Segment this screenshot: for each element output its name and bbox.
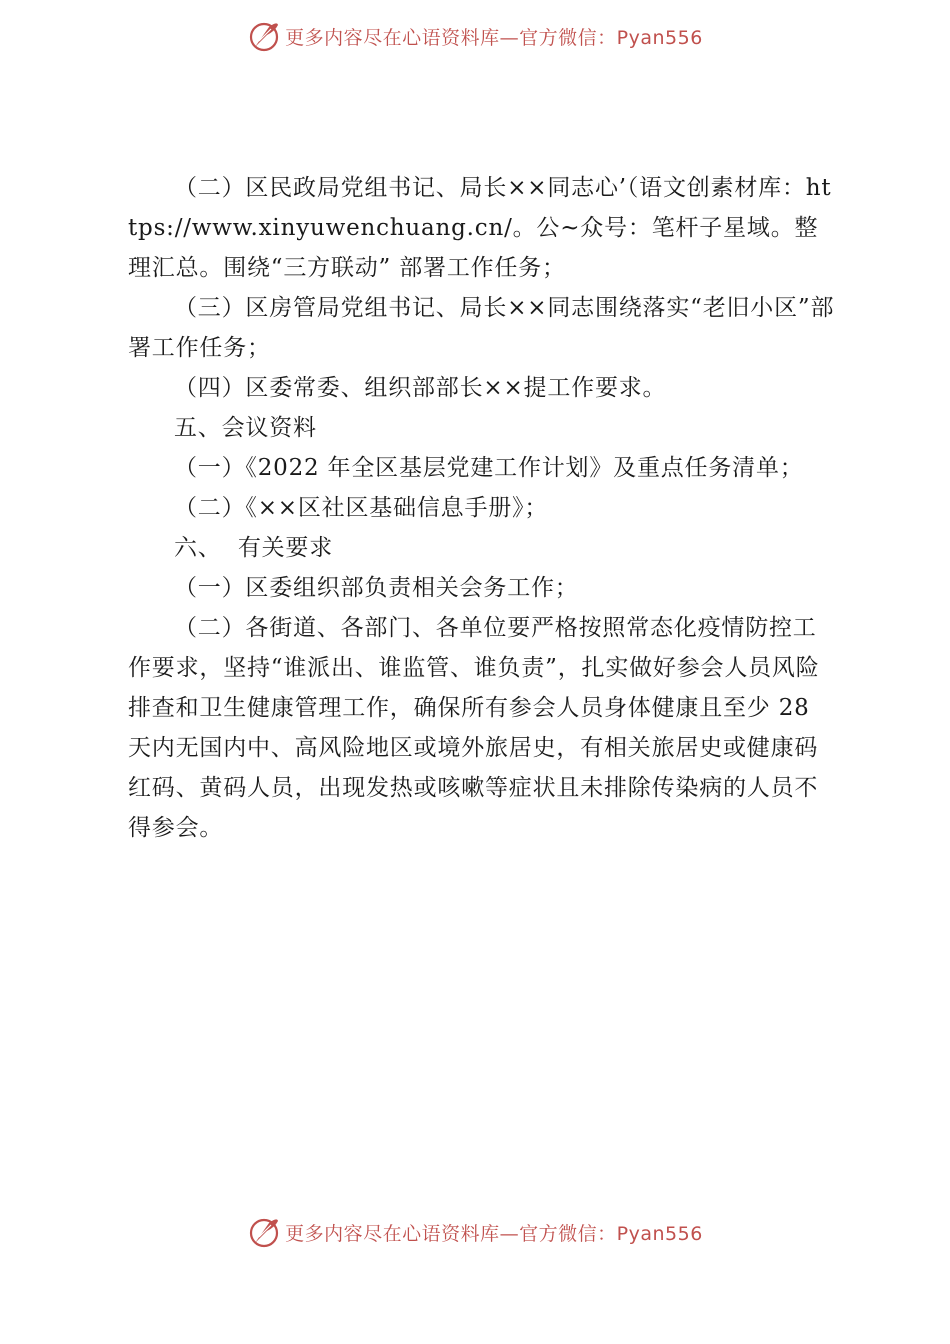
header-watermark-text: 更多内容尽在心语资料库—官方微信：Pyan556 <box>285 26 703 49</box>
paragraph: （二）各街道、各部门、各单位要严格按照常态化疫情防控工作要求，坚持“谁派出、谁监管、谁负责”，扎实做好参会人员风险排查和卫生健康管理工作，确保所有参会人员身体健康且至少 28 天内无国内中、高风险地区或境外旅居史，有相关旅居史或健康码红码、黄码人员，出现发热或咳嗽等症状且未排除传染病的人员不得参会。 <box>128 615 820 841</box>
paragraph: （三）区房管局党组书记、局长××同志围绕落实“老旧小区”部署工作任务； <box>128 295 835 361</box>
header-wechat-id: Pyan556 <box>616 26 703 49</box>
paragraph: （二）《××区社区基础信息手册》； <box>174 495 549 521</box>
paragraph: （二）区民政局党组书记、局长××同志心’（语文创素材库：https://www.xinyuwenchuang.cn/。公~众号：笔杆子星域。整理汇总。围绕“三方联动” 部署工作任务； <box>128 175 832 281</box>
document-body <box>128 168 840 848</box>
section-heading: 六、 有关要求 <box>174 535 334 561</box>
footer-wechat-id: Pyan556 <box>616 1222 703 1245</box>
footer-watermark-text: 更多内容尽在心语资料库—官方微信：Pyan556 <box>285 1222 703 1245</box>
footer-watermark <box>0 1212 950 1252</box>
quill-logo-icon <box>247 19 281 53</box>
paragraph: （一）区委组织部负责相关会务工作； <box>174 575 579 601</box>
header-watermark <box>0 16 950 56</box>
paragraph: （一）《2022 年全区基层党建工作计划》及重点任务清单； <box>174 455 804 481</box>
quill-logo-icon <box>247 1215 281 1249</box>
paragraph: （四）区委常委、组织部部长××提工作要求。 <box>174 375 667 401</box>
section-heading: 五、会议资料 <box>174 415 317 441</box>
